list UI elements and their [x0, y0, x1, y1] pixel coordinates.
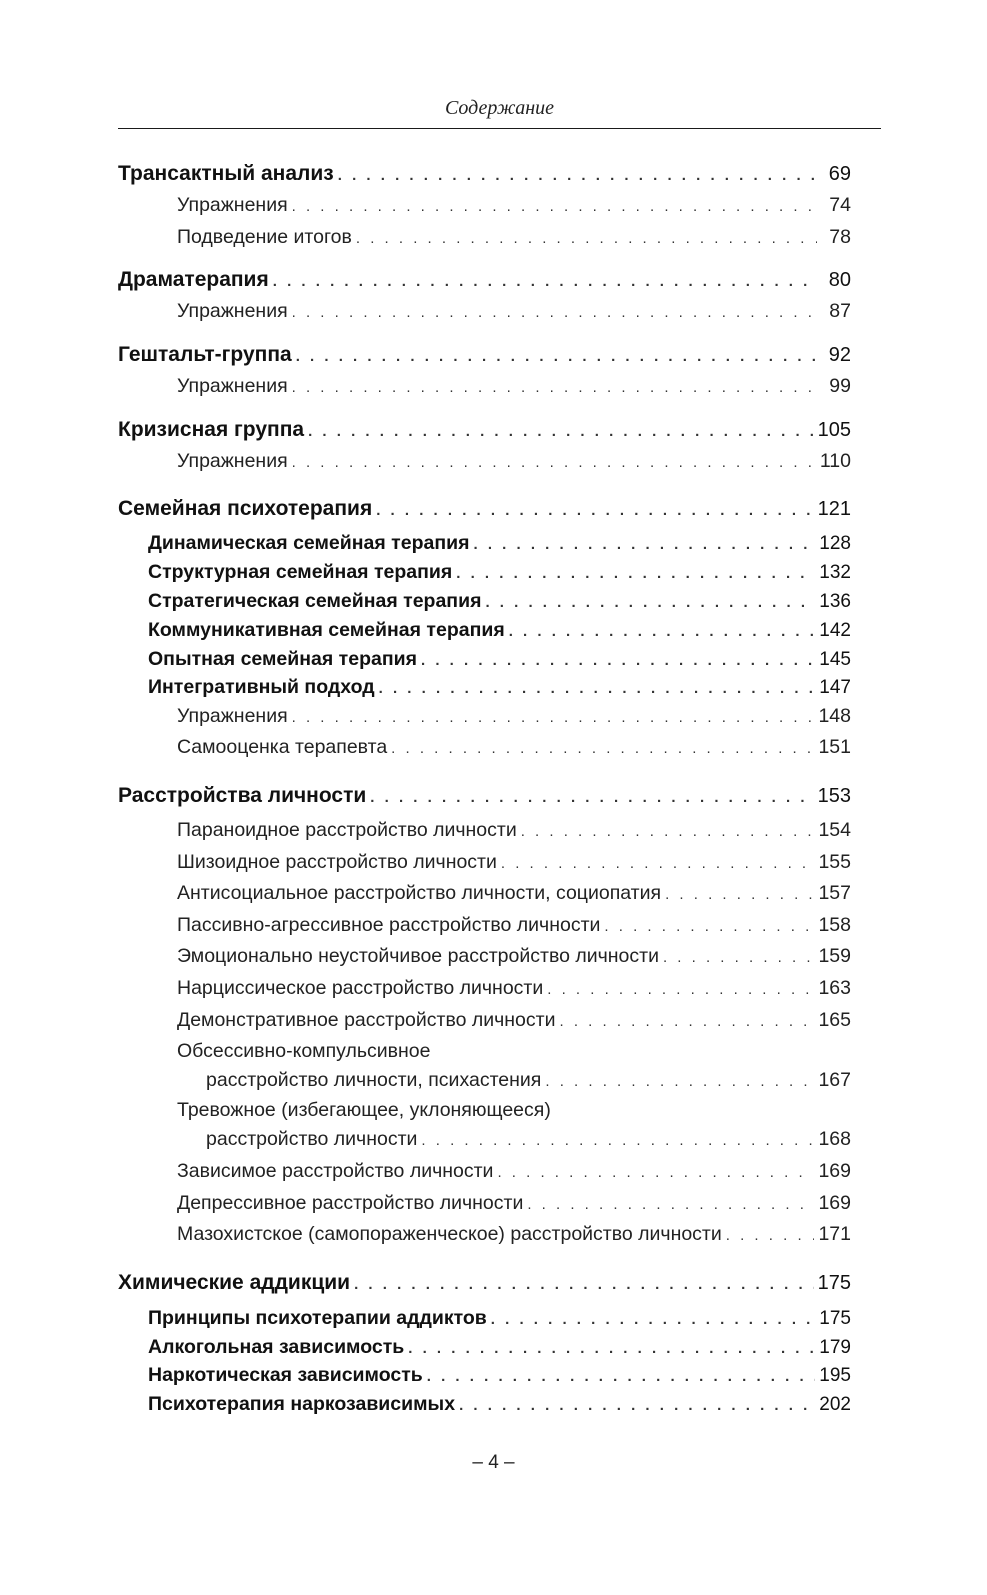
page-number: – 4 –	[472, 1452, 515, 1473]
toc-subsection[interactable]	[118, 1160, 851, 1186]
toc-entry-page: 105	[817, 419, 851, 441]
toc-entry-title: Драматерапия	[118, 268, 269, 291]
toc-entry-page: 151	[818, 736, 851, 758]
toc-entry-title: Принципы психотерапии аддиктов	[148, 1307, 487, 1329]
toc-entry-page: 167	[818, 1069, 851, 1091]
toc-subsection[interactable]	[118, 851, 851, 877]
toc-entry-title: Алкогольная зависимость	[148, 1336, 405, 1358]
toc-entry-title: Эмоционально неустойчивое расстройство личности	[177, 945, 659, 967]
toc-entry-page: 159	[818, 945, 851, 967]
toc-entry-page: 154	[818, 819, 851, 841]
toc-entry-title: Шизоидное расстройство личности	[177, 851, 497, 873]
header-title: Содержание	[444, 97, 555, 119]
dot-leader	[427, 1368, 816, 1385]
toc-entry-title-first-line: Тревожное (избегающее, уклоняющееся)	[177, 1099, 551, 1121]
toc-chapter[interactable]	[118, 1271, 851, 1297]
toc-subsection[interactable]	[118, 194, 851, 220]
toc-entry-title: Расстройства личности	[118, 784, 367, 807]
toc-entry-page: 132	[819, 562, 851, 583]
toc-entry-title: Интегративный подход	[148, 676, 375, 698]
toc-entry-page: 110	[819, 450, 851, 472]
toc-entry-page: 121	[817, 498, 851, 520]
dot-leader	[501, 855, 815, 872]
toc-subsection[interactable]	[118, 1192, 851, 1218]
toc-subsection[interactable]	[118, 375, 851, 401]
toc-entry-page: 128	[819, 533, 851, 554]
toc-section[interactable]	[118, 1393, 851, 1419]
toc-entry-title: Структурная семейная терапия	[148, 561, 453, 583]
toc-entry-title: расстройство личности	[206, 1128, 418, 1150]
toc-entry-page: 169	[818, 1160, 851, 1182]
toc-entry-page: 165	[818, 1009, 851, 1031]
toc-subsection[interactable]	[118, 819, 851, 845]
dot-leader	[559, 1013, 814, 1030]
toc-entry-title: Семейная психотерапия	[118, 497, 373, 520]
toc-entry-title: Трансактный анализ	[118, 162, 334, 185]
toc-chapter[interactable]	[118, 343, 851, 369]
dot-leader	[408, 1340, 815, 1357]
toc-entry-page: 87	[829, 300, 851, 322]
dot-leader	[665, 886, 814, 903]
toc-chapter[interactable]	[118, 162, 851, 188]
toc-section[interactable]	[118, 619, 851, 645]
toc-entry-page: 155	[818, 851, 851, 873]
toc-entry-title: Динамическая семейная терапия	[148, 532, 470, 554]
toc-entry-page: 169	[818, 1192, 851, 1214]
toc-chapter[interactable]	[118, 268, 851, 294]
dot-leader	[421, 1132, 814, 1149]
toc-subsection[interactable]	[118, 1128, 851, 1154]
toc-subsection[interactable]	[118, 705, 851, 731]
toc-entry-page: 202	[819, 1394, 851, 1415]
toc-subsection[interactable]	[118, 914, 851, 940]
toc-entry-page: 145	[819, 649, 851, 670]
dot-leader	[292, 709, 815, 726]
dot-leader	[421, 652, 815, 669]
toc-section[interactable]	[118, 648, 851, 674]
toc-section[interactable]	[118, 590, 851, 616]
dot-leader	[527, 1196, 814, 1213]
toc-entry-page: 74	[829, 194, 851, 216]
dot-leader	[509, 623, 816, 640]
toc-entry-title: Нарциссическое расстройство личности	[177, 977, 544, 999]
dot-leader	[292, 454, 816, 471]
toc-entry-page: 175	[819, 1308, 851, 1329]
toc-entry-page: 147	[819, 677, 851, 698]
toc-entry-title: Антисоциальное расстройство личности, социопатия	[177, 882, 662, 904]
dot-leader	[485, 594, 815, 611]
toc-entry-page: 195	[819, 1365, 851, 1386]
toc-entry-title: Параноидное расстройство личности	[177, 819, 517, 841]
dot-leader	[473, 536, 815, 553]
dot-leader	[376, 502, 813, 519]
dot-leader	[547, 981, 814, 998]
toc-entry-page: 92	[828, 344, 851, 366]
dot-leader	[292, 198, 817, 215]
dot-leader	[545, 1073, 814, 1090]
toc-entry-title: Упражнения	[177, 705, 288, 727]
toc-entry-page: 171	[818, 1223, 851, 1245]
dot-leader	[370, 789, 813, 806]
dot-leader	[273, 273, 817, 290]
dot-leader	[356, 230, 817, 247]
toc-entry-title: Депрессивное расстройство личности	[177, 1192, 524, 1214]
dot-leader	[308, 423, 814, 440]
toc-entry-title-first-line: Обсессивно-компульсивное	[177, 1040, 431, 1062]
toc-entry-title: Стратегическая семейная терапия	[148, 590, 482, 612]
toc-entry-title: Гештальт-группа	[118, 343, 292, 366]
toc-entry-page: 69	[828, 163, 851, 185]
toc-entry-title: Упражнения	[177, 300, 288, 322]
toc-entry-page: 78	[829, 226, 851, 248]
toc-section[interactable]	[118, 1336, 851, 1362]
toc-entry-page: 153	[817, 785, 851, 807]
toc-entry-page: 136	[819, 591, 851, 612]
toc-entry-page: 168	[818, 1128, 851, 1150]
dot-leader	[726, 1227, 815, 1244]
dot-leader	[497, 1164, 814, 1181]
toc-subsection[interactable]	[118, 882, 851, 908]
toc-subsection[interactable]	[118, 226, 851, 252]
toc-entry-title: Зависимое расстройство личности	[177, 1160, 494, 1182]
toc-entry-title: Самооценка терапевта	[177, 736, 388, 758]
toc-section[interactable]	[118, 676, 851, 702]
toc-section[interactable]	[118, 1307, 851, 1333]
toc-entry-title: Демонстративное расстройство личности	[177, 1009, 556, 1031]
running-header	[118, 92, 881, 129]
dot-leader	[456, 565, 815, 582]
toc-entry-page: 148	[818, 705, 851, 727]
dot-leader	[604, 918, 814, 935]
toc-entry-title: Упражнения	[177, 194, 288, 216]
toc-entry-title: Коммуникативная семейная терапия	[148, 619, 505, 641]
toc-subsection[interactable]	[118, 300, 851, 326]
toc-entry-page: 99	[829, 375, 851, 397]
dot-leader	[379, 680, 816, 697]
dot-leader	[391, 740, 814, 757]
dot-leader	[292, 304, 817, 321]
dot-leader	[354, 1276, 814, 1293]
toc-subsection[interactable]	[118, 1223, 851, 1249]
toc-entry-page: 179	[819, 1337, 851, 1358]
dot-leader	[296, 348, 817, 365]
toc-entry-title: Наркотическая зависимость	[148, 1364, 423, 1386]
dot-leader	[292, 379, 817, 396]
toc-subsection[interactable]	[118, 1069, 851, 1095]
toc-entry-title: Химические аддикции	[118, 1271, 351, 1294]
toc-entry-title: Упражнения	[177, 375, 288, 397]
dot-leader	[338, 167, 817, 184]
dot-leader	[521, 823, 815, 840]
toc-entry-page: 157	[818, 882, 851, 904]
dot-leader	[459, 1397, 815, 1414]
toc-entry-title: Кризисная группа	[118, 418, 305, 441]
toc-subsection[interactable]	[118, 945, 851, 971]
toc-chapter[interactable]	[118, 497, 851, 523]
toc-subsection[interactable]	[118, 450, 851, 476]
toc-entry-page: 80	[828, 269, 851, 291]
toc-subsection[interactable]	[118, 977, 851, 1003]
toc-entry-title: расстройство личности, психастения	[206, 1069, 542, 1091]
toc-subsection[interactable]	[118, 736, 851, 762]
toc-section[interactable]	[118, 1364, 851, 1390]
dot-leader	[663, 949, 814, 966]
toc-entry-title: Пассивно-агрессивное расстройство личности	[177, 914, 601, 936]
toc-subsection[interactable]	[118, 1009, 851, 1035]
toc-entry-title: Мазохистское (самопораженческое) расстройство личности	[177, 1223, 722, 1245]
toc-entry-page: 158	[818, 914, 851, 936]
toc-entry-page: 163	[818, 977, 851, 999]
toc-section[interactable]	[118, 532, 851, 558]
toc-entry-page: 175	[817, 1272, 851, 1294]
toc-chapter[interactable]	[118, 784, 851, 810]
toc-entry-title: Упражнения	[177, 450, 288, 472]
dot-leader	[491, 1311, 816, 1328]
toc-section[interactable]	[118, 561, 851, 587]
toc-entry-title: Психотерапия наркозависимых	[148, 1393, 456, 1415]
toc-entry-title: Подведение итогов	[177, 226, 352, 248]
toc-entry-page: 142	[819, 620, 851, 641]
toc-chapter[interactable]	[118, 418, 851, 444]
toc-entry-title: Опытная семейная терапия	[148, 648, 417, 670]
